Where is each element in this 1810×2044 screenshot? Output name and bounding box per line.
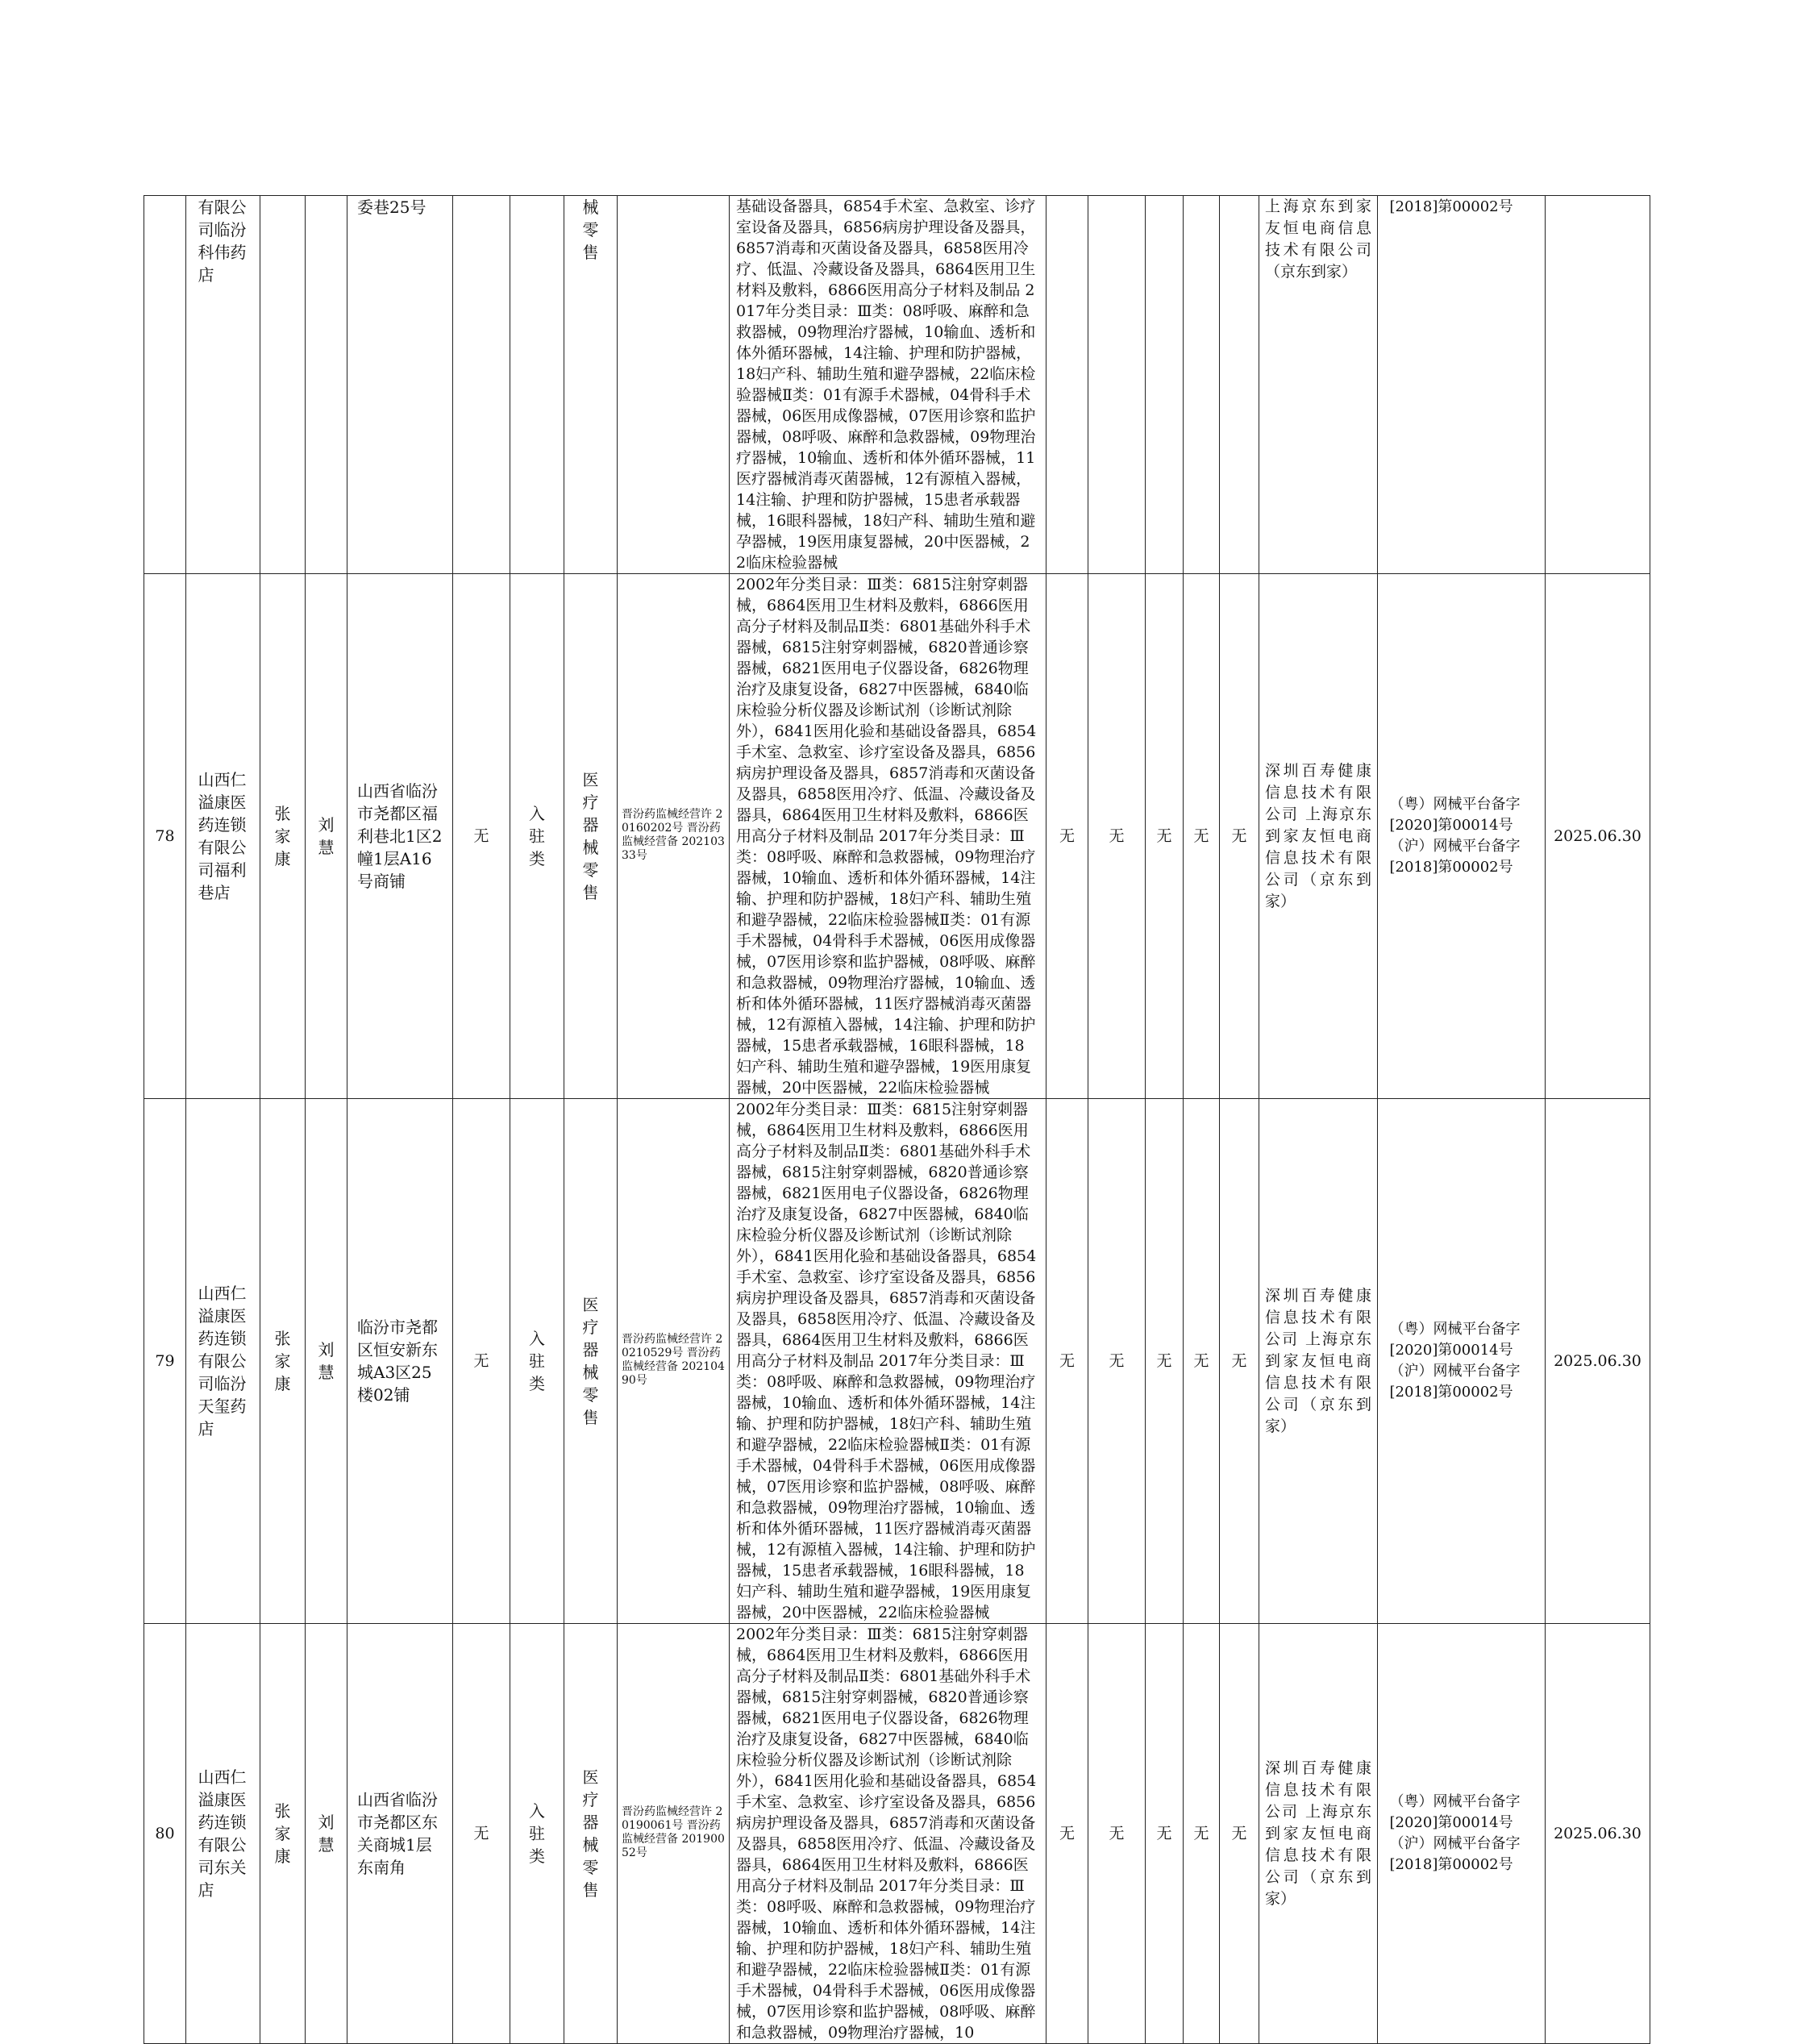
check-5: 无 [1220, 1099, 1259, 1624]
warehouse: 无 [453, 1624, 510, 2044]
expiry-date: 2025.06.30 [1546, 574, 1650, 1099]
quality-manager: 刘慧 [318, 1813, 335, 1855]
service-type [510, 196, 564, 574]
check-3: 无 [1146, 1624, 1184, 2044]
row-index: 79 [144, 1099, 186, 1624]
business-scope: 2002年分类目录：Ⅲ类：6815注射穿刺器械，6864医用卫生材料及敷料，6866医用高分子材料及制品Ⅱ类：6801基础外科手术器械，6815注射穿刺器械，6820普通诊察器械，6821医用电子仪器设备，6826物理治疗及康复设备，6827中医器械，6840临床检验分析仪器及诊断试剂（诊断试剂除外），6841医用化验和基础设备器具，6854手术室、急救室、诊疗室设备及器具，6856病房护理设备及器具，6857消毒和灭菌设备及器具，6858医用冷疗、低温、冷藏设备及器具，6864医用卫生材料及敷料，6866医用高分子材料及制品 2017年分类目录：Ⅲ类：08呼吸、麻醉和急救器械，09物理治疗器械，10输血、透析和体外循环器械，14注输、护理和防护器械，18妇产科、辅助生殖和避孕器械，22临床检验器械Ⅱ类：01有源手术器械，04骨科手术器械，06医用成像器械，07医用诊察和监护器械，08呼吸、麻醉和急救器械，09物理治疗器械，10输血、透析和体外循环器械，11医疗器械消毒灭菌器械，12有源植入器械，14注输、护理和防护器械，15患者承载器械，16眼科器械，18妇产科、辅助生殖和避孕器械，19医用康复器械，20中医器械，22临床检验器械 [730, 1099, 1046, 1624]
business-scope: 2002年分类目录：Ⅲ类：6815注射穿刺器械，6864医用卫生材料及敷料，6866医用高分子材料及制品Ⅱ类：6801基础外科手术器械，6815注射穿刺器械，6820普通诊察器械，6821医用电子仪器设备，6826物理治疗及康复设备，6827中医器械，6840临床检验分析仪器及诊断试剂（诊断试剂除外），6841医用化验和基础设备器具，6854手术室、急救室、诊疗室设备及器具，6856病房护理设备及器具，6857消毒和灭菌设备及器具，6858医用冷疗、低温、冷藏设备及器具，6864医用卫生材料及敷料，6866医用高分子材料及制品 2017年分类目录：Ⅲ类：08呼吸、麻醉和急救器械，09物理治疗器械，10输血、透析和体外循环器械，14注输、护理和防护器械，18妇产科、辅助生殖和避孕器械，22临床检验器械Ⅱ类：01有源手术器械，04骨科手术器械，06医用成像器械，07医用诊察和监护器械，08呼吸、麻醉和急救器械，09物理治疗器械，10输血、透析和体外循环器械，11医疗器械消毒灭菌器械，12有源植入器械，14注输、护理和防护器械，15患者承载器械，16眼科器械，18妇产科、辅助生殖和避孕器械，19医用康复器械，20中医器械，22临床检验器械 [730, 574, 1046, 1099]
quality-manager: 刘慧 [318, 1340, 335, 1382]
platform-record: （粤）网械平台备字[2020]第00014号 （沪）网械平台备字[2018]第00002号 [1389, 1793, 1521, 1873]
expiry-date [1546, 196, 1650, 574]
check-5: 无 [1220, 574, 1259, 1099]
row-index: 78 [144, 574, 186, 1099]
row-index [144, 196, 186, 574]
platform-record: （粤）网械平台备字[2020]第00014号 （沪）网械平台备字[2018]第00002号 [1389, 1321, 1521, 1401]
check-3: 无 [1146, 574, 1184, 1099]
check-3 [1146, 196, 1184, 574]
business-mode: 医疗器械零售 [582, 770, 599, 902]
legal-person [260, 196, 306, 574]
platform-name: 深圳百寿健康信息技术有限公司 上海京东到家友恒电商信息技术有限公司（京东到家） [1265, 1759, 1371, 1908]
service-type: 入驻类 [529, 1801, 545, 1866]
business-scope: 2002年分类目录：Ⅲ类：6815注射穿刺器械，6864医用卫生材料及敷料，6866医用高分子材料及制品Ⅱ类：6801基础外科手术器械，6815注射穿刺器械，6820普通诊察器械，6821医用电子仪器设备，6826物理治疗及康复设备，6827中医器械，6840临床检验分析仪器及诊断试剂（诊断试剂除外），6841医用化验和基础设备器具，6854手术室、急救室、诊疗室设备及器具，6856病房护理设备及器具，6857消毒和灭菌设备及器具，6858医用冷疗、低温、冷藏设备及器具，6864医用卫生材料及敷料，6866医用高分子材料及制品 2017年分类目录：Ⅲ类：08呼吸、麻醉和急救器械，09物理治疗器械，10输血、透析和体外循环器械，14注输、护理和防护器械，18妇产科、辅助生殖和避孕器械，22临床检验器械Ⅱ类：01有源手术器械，04骨科手术器械，06医用成像器械，07医用诊察和监护器械，08呼吸、麻醉和急救器械，09物理治疗器械，10 [730, 1624, 1046, 2044]
business-mode: 医疗器械零售 [582, 1295, 599, 1427]
check-2 [1088, 196, 1146, 574]
row-index: 80 [144, 1624, 186, 2044]
license-number: 晋汾药监械经营许 20210529号 晋汾药监械经营备 20210490号 [622, 1333, 725, 1387]
quality-manager [306, 196, 347, 574]
table-row [144, 1624, 1650, 2044]
check-1 [1046, 196, 1088, 574]
company-name: 山西仁溢康医药连锁有限公司东关店 [198, 1767, 247, 1900]
license-number: 晋汾药监械经营许 20160202号 晋汾药监械经营备 20210333号 [622, 808, 725, 862]
legal-person: 张家康 [274, 804, 291, 868]
check-1: 无 [1046, 1624, 1088, 2044]
check-4: 无 [1184, 574, 1220, 1099]
table-row [144, 574, 1650, 1099]
business-mode: 医疗器械零售 [582, 1767, 599, 1900]
license-number [618, 196, 730, 574]
company-name: 山西仁溢康医药连锁有限公司福利巷店 [198, 770, 247, 902]
service-type: 入驻类 [529, 804, 545, 868]
table-row [144, 196, 1650, 574]
registry-table [144, 195, 1650, 2044]
platform-name: 上海京东到家友恒电商信息技术有限公司（京东到家） [1265, 198, 1371, 281]
expiry-date: 2025.06.30 [1546, 1099, 1650, 1624]
platform-name: 深圳百寿健康信息技术有限公司 上海京东到家友恒电商信息技术有限公司（京东到家） [1265, 761, 1371, 910]
check-4: 无 [1184, 1624, 1220, 2044]
check-4: 无 [1184, 1099, 1220, 1624]
address: 山西省临汾市尧都区东关商城1层东南角 [357, 1790, 438, 1877]
check-4 [1184, 196, 1220, 574]
warehouse [453, 196, 510, 574]
warehouse: 无 [453, 574, 510, 1099]
table-row [144, 1099, 1650, 1624]
expiry-date: 2025.06.30 [1546, 1624, 1650, 2044]
platform-record: （粤）网械平台备字[2020]第00014号 （沪）网械平台备字[2018]第00002号 [1389, 796, 1521, 876]
warehouse: 无 [453, 1099, 510, 1624]
check-3: 无 [1146, 1099, 1184, 1624]
check-2: 无 [1088, 1624, 1146, 2044]
check-5 [1220, 196, 1259, 574]
check-5: 无 [1220, 1624, 1259, 2044]
platform-record: [2018]第00002号 [1389, 198, 1513, 215]
address: 临汾市尧都区恒安新东城A3区25楼02铺 [357, 1318, 438, 1405]
quality-manager: 刘慧 [318, 815, 335, 857]
address: 委巷25号 [357, 198, 426, 217]
business-scope: 基础设备器具，6854手术室、急救室、诊疗室设备及器具，6856病房护理设备及器具，6857消毒和灭菌设备及器具，6858医用冷疗、低温、冷藏设备及器具，6864医用卫生材料及敷料，6866医用高分子材料及制品 2017年分类目录：Ⅲ类：08呼吸、麻醉和急救器械，09物理治疗器械，10输血、透析和体外循环器械，14注输、护理和防护器械，18妇产科、辅助生殖和避孕器械，22临床检验器械Ⅱ类：01有源手术器械，04骨科手术器械，06医用成像器械，07医用诊察和监护器械，08呼吸、麻醉和急救器械，09物理治疗器械，10输血、透析和体外循环器械，11医疗器械消毒灭菌器械，12有源植入器械，14注输、护理和防护器械，15患者承载器械，16眼科器械，18妇产科、辅助生殖和避孕器械，19医用康复器械，20中医器械，22临床检验器械 [730, 196, 1046, 574]
check-2: 无 [1088, 1099, 1146, 1624]
address: 山西省临汾市尧都区福利巷北1区2幢1层A16号商铺 [357, 781, 443, 891]
license-number: 晋汾药监械经营许 20190061号 晋汾药监械经营备 20190052号 [622, 1805, 725, 1859]
service-type: 入驻类 [529, 1329, 545, 1393]
company-name: 有限公司临汾科伟药店 [198, 198, 247, 285]
check-2: 无 [1088, 574, 1146, 1099]
check-1: 无 [1046, 574, 1088, 1099]
business-mode: 械零售 [582, 198, 599, 262]
legal-person: 张家康 [274, 1329, 291, 1393]
platform-name: 深圳百寿健康信息技术有限公司 上海京东到家友恒电商信息技术有限公司（京东到家） [1265, 1286, 1371, 1435]
check-1: 无 [1046, 1099, 1088, 1624]
legal-person: 张家康 [274, 1801, 291, 1866]
company-name: 山西仁溢康医药连锁有限公司临汾天玺药店 [198, 1284, 247, 1438]
